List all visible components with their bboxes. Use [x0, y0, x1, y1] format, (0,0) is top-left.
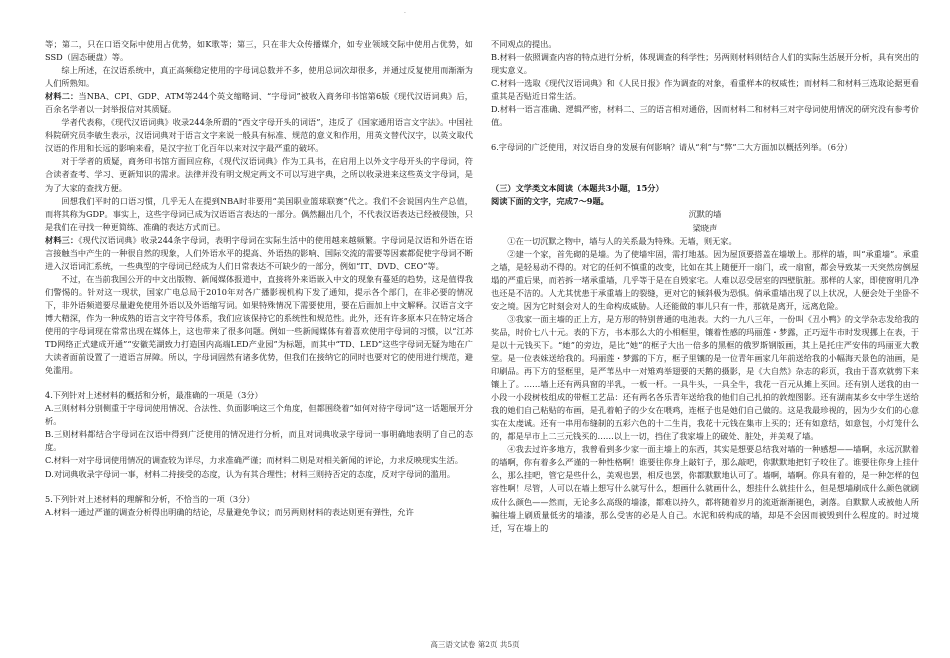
paragraph: 等；第二，只在口语交际中使用占优势，如K歌等；第三，只在非大众传播媒介，如专业领域交际中使用占优势，如SSD（固态硬盘）等。: [45, 39, 473, 63]
option-d: D.对词典收录字母词一事，材料二持接受的态度，认为有其合理性；材料三则持否定的态度，反对字母词的滥用。: [45, 468, 456, 479]
option-a: A.三则材料分别侧重于字母词使用情况、合法性、负面影响这三个角度，但都围绕着“如何对待字母词”这一话题展开分析。: [45, 403, 473, 427]
section-instruction: 阅读下面的文字，完成7～9题。: [491, 196, 609, 207]
paragraph: 材料三：《现代汉语词典》收录244条字母词，表明字母词在实际生活中的使用越来越频繁。字母词是汉语和外语在语言接触当中产生的一种很自然的现象，人们外语水平的提高、外语热的影响、国际交流的需要等因素都促使字母词不断进入汉语词汇系统，一些典型的字母词已经成为人们日常表达不可缺少的一部分，例如“IT、DVD、CEO”等。: [45, 234, 473, 271]
option-c: C.材料一对字母词使用情况的调查较为详尽，力求准确严谨；而材料二则是对相关新闻的评论，力求反映现实生活。: [45, 455, 463, 466]
right-column: [491, 38, 919, 535]
left-column: [45, 38, 473, 519]
story-author: 梁晓声: [692, 222, 718, 233]
question-6: 6.字母词的广泛使用，对汉语自身的发展有何影响？请从“利”与“弊”二大方面加以概括列举。（6分）: [491, 142, 853, 153]
paragraph: 回想我们平时的口语习惯，几乎无人在提到NBA时非要用“美国职业篮球联赛”代之。我们不会说国内生产总值，而将其称为GDP。事实上，这些字母词已成为汉语语言表达的一部分。偶然翻出几个，不代表汉语表达已经被侵蚀，只是我们在寻找一种更简练、准确的表达方式而已。: [45, 195, 473, 232]
story-paragraph: ②建一个家，首先砌的是墙。为了使墙牢固，需打地基。因为屋顶要搭盖在墙墩上。那样的墙，叫“承重墙”。承重之墙，是轻易动不得的。对它的任何不慎重的改变，比如在其上随便开一扇门，或一扇窗，都会导致某一天突然房倒屋塌的严重后果，而若拆一堵承重墙，几乎等于是在自毁家宅。人难以忍受居室的四壁肮脏。那样的人家，即使窗明几净也还是不洁的。人尤其忧患于承重墙上的裂缝，更对它的倾斜极为恐惧。倘承重墙出现了以上状况，人便会处于坐卧不安之境。因为它时刻会对人的生命构成威胁。人还能做的事儿只有一件，那就是离开，远离危险。: [491, 248, 919, 311]
page-mark: ·: [404, 10, 406, 17]
paragraph: 材料二：当NBA、CPI、GDP、ATM等244个英文缩略词、“字母词”被收入商务印书馆第6版《现代汉语词典》后，百余名学者以一封举报信对其质疑。: [45, 91, 473, 115]
paragraph: 学者代表称，《现代汉语词典》收录244条所谓的“西文字母开头的词语”，违反了《国家通用语言文字法》。中国社科院研究员李敏生表示，汉语词典对于语言文字来说一般具有标准、规范的意义和作用，用英文替代汉字，以英文取代汉语的作用和长远的影响来看，是汉字拉丁化百年以来对汉字最严重的破坏。: [45, 117, 473, 154]
question-4: 4.下列针对上述材料的概括和分析，最准确的一项是（3分）: [45, 390, 263, 401]
option-c: C.材料一选取《现代汉语词典》和《人民日报》作为调查的对象，看重样本的权威性；而材料二和材料三选取论据更看重其是否贴近日常生活。: [491, 78, 919, 102]
material-label: 材料二：: [45, 91, 79, 102]
paragraph: 综上所述，在汉语系统中，真正高频稳定使用的字母词总数并不多，使用总词次却很多，并通过反复使用而渐渐为人们所熟知。: [45, 65, 473, 89]
story-paragraph: ①在一切沉默之物中，墙与人的关系最为特殊。无墙，则无家。: [507, 235, 737, 246]
paragraph: 对于学者的质疑，商务印书馆方面回应称，《现代汉语词典》作为工具书，在启用上以外文字母开头的字母词，符合读者查考、学习、更新知识的需求。法律并没有明文规定两文不可以写进字典，之所以收录进来这些英文字母词，是为了大家的查找方便。: [45, 156, 473, 193]
page-footer: 高三语文试卷 第2页 共5页: [430, 640, 520, 649]
question-5: 5.下列针对上述材料的理解和分析，不恰当的一项（3分）: [45, 493, 255, 504]
option-d: D.材料一语言准确、逻辑严密，材料二、三的语言相对通俗，因而材料二和材料三对字母词使用情况的研究没有参考价值。: [491, 104, 919, 128]
option-a-cont: 不同观点的提出。: [491, 39, 557, 49]
material-label: 材料三：: [45, 234, 79, 245]
section-title: （三）文学类文本阅读（本题共3小题，15分）: [491, 183, 664, 194]
option-b: B.三则材料都结合字母词在汉语中得到广泛使用的情况进行分析，而且对词典收录字母词一事明确地表明了自己的态度。: [45, 429, 473, 453]
option-b: B.材料一依照调查内容的特点进行分析，体现调查的科学性；另两则材料则结合人们的实际生活展开分析，具有突出的现实意义。: [491, 52, 919, 76]
option-a: A.材料一通过严谨的调查分析得出明确的结论，尽量避免争议；而另两则材料的表达则更有弹性，允许: [45, 506, 414, 517]
story-title: 沉默的墙: [688, 209, 722, 220]
paragraph: 不过，在当前我国公开的中文出版物、新闻媒体报道中，直接将外来语嵌入中文的现象有蔓延的趋势，这是值得我们警惕的。针对这一现状，国家广电总局于2010年对各广播影视机构下发了通知，提示各个部门，在非必要的情况下，非外语频道要尽量避免使用外语以及外语缩写词。如果特殊情况下需要使用，要在后面加上中文解释。汉语言文字博大精深，作为一种成熟的语言文字符号体系，我们应该保持它的系统性和规范性。此外，还有许多原本只在特定场合使用的字母词现在常常出现在媒体上，这也带来了很多问题。例如一些新闻媒体有着喜欢使用字母词的习惯，以“江苏TD网络正式建成开通”“安徽芜湖致力打造国内高端LED产业园”为标题，而其中“TD、LED”这些字母词无疑为地在广大读者面前设置了一道语言屏障。所以，字母词固然有诸多优势，但我们在接纳它的同时也要对它的使用进行规范，避免滥用。: [45, 273, 473, 376]
story-paragraph: ③我家一面主墙的正上方，是方形的特别普通的电池表。大约一九八三年，一份叫《丑小鸭》的文学杂志发给我的奖品，时价七八十元。表的下方，书本那么大的小相框里，镶着性感的玛丽莲・梦露，正巧逗牛市时发现挪上在表，于是以十元钱买下。“她”的旁边，是比“她”的框子大出一倍多的黑框的俄罗斯钢版画，其上是托庄严安伟的玛丽亚大教堂。是一位表妹送给我的。玛丽莲・梦露的下方，框子里镶的是一位青年画家几年前送给我的小幅海天景色的油画，是印刷品。再下方的竖框里，是严苇丛中一对雉鸡举翅要的天鹅的摄影，是《大自然》杂志的彩页，我由于喜欢就剪下来镶上了。……墙上还有两具窗的半乳，一板一杆。一具牛头，一具全牛，我花一百元从摊上买回。还有别人送我的由一小段一小段树枝组成的带框工艺品：还有两名各乐青年送给我的他们自己扎拍的敦煌图影。还有湖南某乡女中学生送给我的她们自己粘贴的布画，是孔着帕子的少女在喂鸡，连框子也是她们自己做的。这是我最珍视的，因为少女们的心意实在太虔诚。还有一串用布缝制的五彩六色的十二生肖，我花十元钱在集市上买的；还有如意结，如意包，小灯笼什么的，都是早市上二三元钱买的……以上一切，挡住了我家墙上的破处、脏处，并美观了墙。: [491, 313, 919, 442]
story-paragraph: ④我去过许多地方，我曾看到多少家一面主墙上的东西，其实是想要总结我对墙的一种感想——墙啊，永远沉默着的墙啊，你有着多么严谨的一种性格啊！谁要往你身上敲钉子，那么敲吧，你默默地把钉子咬住了。谁要往你身上挂什么，那么挂吧，管它是些什么，美观也罢，相反也罢，你都默默地认可了。墙啊，墙啊。你具有着的，是一种怎样的包容性啊！尽管，人可以在墙上想写什么就写什么，想画什么就画什么，想挂什么就挂什么，但是想墙刷成什么颜色就刷成什么颜色——然而，无论多么高级的墙漆，都难以持久，都将随着岁月的流逝渐渐褪色，剥落。自默默人或被他人所骗往墙上刷质量低劣的墙漆，那么受害的必是人自己。水泥和砖构成的墙，却是不会因而被毁到什么程度的。时过境迁，写在墙上的: [491, 444, 919, 533]
